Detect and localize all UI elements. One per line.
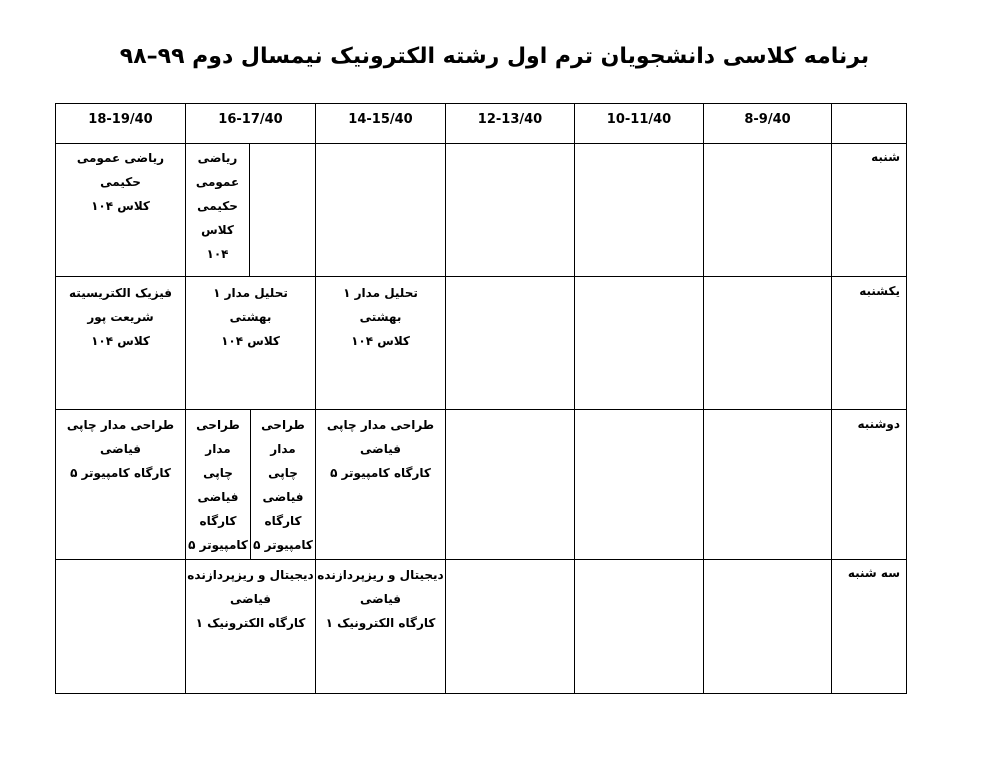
room-part: کامپیوتر ۵ <box>253 538 313 552</box>
time-header-18-19: 18-19/40 <box>88 112 153 127</box>
row-divider-2 <box>55 409 907 410</box>
instructor: فیاضی <box>100 442 141 456</box>
course-title: تحلیل مدار ۱ <box>213 286 288 300</box>
room-part: کامپیوتر ۵ <box>188 538 248 552</box>
course-title-part: چاپی <box>268 466 298 480</box>
room: کارگاه کامپیوتر ۵ <box>70 466 171 480</box>
instructor: فیاضی <box>197 490 239 504</box>
room: کلاس ۱۰۴ <box>351 334 410 348</box>
page-title: برنامه کلاسی دانشجویان ترم اول رشته الکترونیک نیمسال دوم ۹۹–۹۸ <box>119 44 870 69</box>
room-part: ۱۰۴ <box>206 247 229 261</box>
room: کلاس ۱۰۴ <box>221 334 280 348</box>
room: کارگاه الکترونیک ۱ <box>325 616 436 630</box>
course-title-part: مدار <box>205 442 231 456</box>
table-border-top <box>55 103 907 104</box>
day-tuesday: سه شنبه <box>847 566 900 580</box>
class-cell-mon-1617-right <box>251 413 315 557</box>
class-cell-sun-1819 <box>56 281 185 353</box>
table-border-bottom <box>55 693 907 694</box>
instructor: فیاضی <box>230 592 271 606</box>
course-title: فیزیک الکتریسیته <box>69 286 172 300</box>
class-cell-mon-1819 <box>56 413 185 485</box>
course-title: دیجیتال و ریزپردازنده <box>187 568 314 582</box>
course-title-part: چاپی <box>203 466 233 480</box>
class-cell-sat-1617 <box>186 146 249 266</box>
time-header-12-13: 12-13/40 <box>477 112 543 127</box>
day-sunday: یکشنبه <box>859 284 900 298</box>
course-title: ریاضی عمومی <box>76 151 165 165</box>
course-title: طراحی مدار چاپی <box>66 418 175 432</box>
col-divider-89-day <box>831 103 832 694</box>
instructor: شریعت پور <box>87 310 154 324</box>
instructor: فیاضی <box>360 442 401 456</box>
room: کلاس ۱۰۴ <box>91 199 150 213</box>
class-cell-sat-1819 <box>56 146 185 218</box>
course-title: دیجیتال و ریزپردازنده <box>317 568 444 582</box>
header-row-divider <box>55 143 907 144</box>
class-cell-sun-1415 <box>316 281 445 353</box>
course-title-part: عمومی <box>195 175 240 189</box>
col-divider-1415-1213 <box>445 103 446 694</box>
instructor: فیاضی <box>360 592 401 606</box>
instructor: بهشتی <box>359 310 402 324</box>
day-saturday: شنبه <box>871 150 900 164</box>
room: کارگاه الکترونیک ۱ <box>195 616 306 630</box>
room-part: کارگاه <box>199 514 237 528</box>
sat-1617-split <box>249 143 250 276</box>
class-cell-mon-1415 <box>316 413 445 485</box>
col-divider-1213-1011 <box>574 103 575 694</box>
day-monday: دوشنبه <box>857 417 900 431</box>
room: کلاس ۱۰۴ <box>91 334 150 348</box>
row-divider-1 <box>55 276 907 277</box>
row-divider-3 <box>55 559 907 560</box>
room-part: کلاس <box>201 223 234 237</box>
course-title-part: طراحی <box>261 418 305 432</box>
course-title: طراحی مدار چاپی <box>326 418 435 432</box>
course-title-part: ریاضی <box>197 151 238 165</box>
instructor: حکیمی <box>197 199 238 213</box>
time-header-8-9: 8-9/40 <box>744 112 791 127</box>
room: کارگاه کامپیوتر ۵ <box>330 466 431 480</box>
class-cell-sun-1617 <box>186 281 315 353</box>
course-title: تحلیل مدار ۱ <box>343 286 418 300</box>
course-title-part: طراحی <box>196 418 240 432</box>
time-header-16-17: 16-17/40 <box>218 112 283 127</box>
class-cell-tue-1617 <box>186 563 315 635</box>
course-title-part: مدار <box>270 442 296 456</box>
time-header-10-11: 10-11/40 <box>606 112 672 127</box>
instructor: بهشتی <box>229 310 272 324</box>
table-border-right <box>906 103 907 694</box>
class-cell-tue-1415 <box>316 563 445 635</box>
class-cell-mon-1617-left <box>186 413 250 557</box>
instructor: حکیمی <box>100 175 141 189</box>
room-part: کارگاه <box>264 514 302 528</box>
col-divider-1011-89 <box>703 103 704 694</box>
instructor: فیاضی <box>262 490 304 504</box>
time-header-14-15: 14-15/40 <box>348 112 413 127</box>
